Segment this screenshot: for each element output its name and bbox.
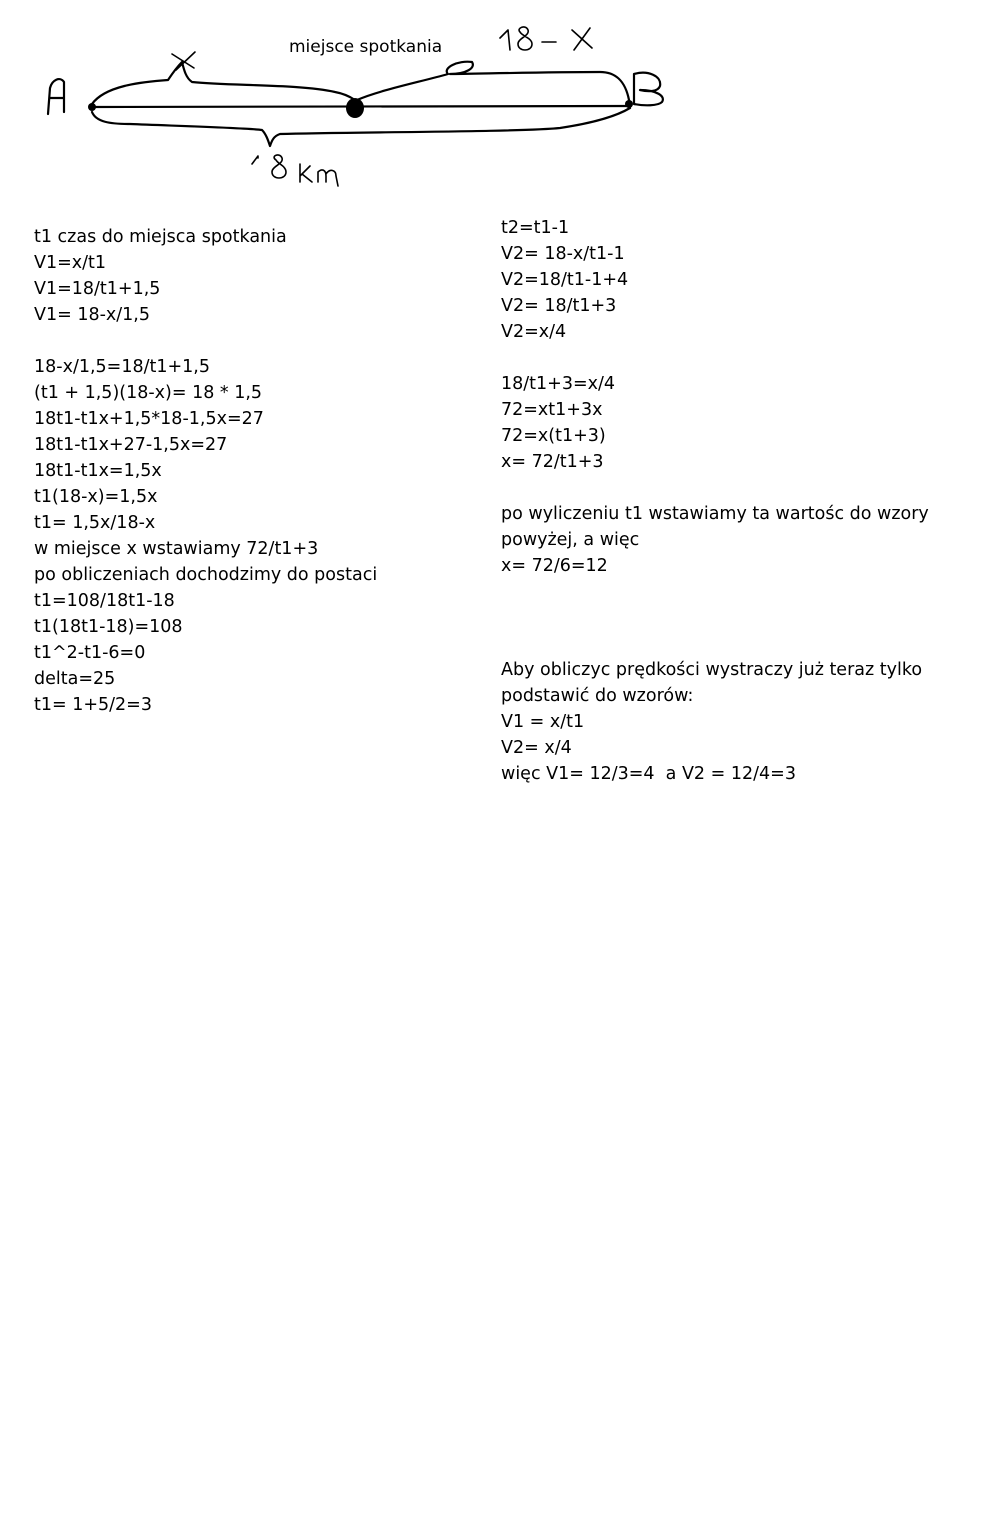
calculation-line [34, 328, 377, 354]
calculation-line: w miejsce x wstawiamy 72/t1+3 [34, 539, 319, 559]
calculation-line: 18t1-t1x=1,5x [34, 461, 162, 481]
calculation-line: 18/t1+3=x/4 [501, 374, 616, 394]
calculation-line: V2= 18-x/t1-1 [501, 244, 625, 264]
calculation-line: 18t1-t1x+27-1,5x=27 [34, 435, 228, 455]
distance-diagram [0, 0, 700, 200]
right-calculation-column [501, 215, 929, 787]
calculation-line: t1(18t1-18)=108 [34, 617, 183, 637]
left-calculation-column [34, 224, 377, 718]
calculation-line [501, 475, 929, 501]
distance-rest-label: 18 - x [498, 35, 547, 55]
calculation-line: x= 72/t1+3 [501, 452, 604, 472]
calculation-line: Aby obliczyc prędkości wystraczy już teraz tylko [501, 660, 923, 680]
point-a-label: A [44, 97, 56, 117]
calculation-line: 18-x/1,5=18/t1+1,5 [34, 357, 210, 377]
calculation-line: delta=25 [34, 669, 116, 689]
calculation-line: V1=x/t1 [34, 253, 107, 273]
distance-x-label: x [176, 53, 187, 73]
calculation-line: V2=x/4 [501, 322, 567, 342]
distance-total-label: 18 km [252, 167, 306, 187]
calculation-line: (t1 + 1,5)(18-x)= 18 * 1,5 [34, 383, 263, 403]
calculation-line: t1 czas do miejsca spotkania [34, 227, 287, 247]
calculation-line: powyżej, a więc [501, 530, 640, 550]
calculation-line: t1(18-x)=1,5x [34, 487, 158, 507]
brace-rest [357, 62, 629, 100]
calculation-line: t1^2-t1-6=0 [34, 643, 146, 663]
calculation-line: podstawić do wzorów: [501, 686, 694, 706]
calculation-line: V2= 18/t1+3 [501, 296, 617, 316]
calculation-line: t1= 1,5x/18-x [34, 513, 156, 533]
calculation-line: t2=t1-1 [501, 218, 570, 238]
calculation-line: V1= 18-x/1,5 [34, 305, 150, 325]
calculation-line [501, 631, 929, 657]
calculation-line: V2=18/t1-1+4 [501, 270, 629, 290]
calculation-line: 18t1-t1x+1,5*18-1,5x=27 [34, 409, 264, 429]
calculation-line: x= 72/6=12 [501, 556, 608, 576]
calculation-line: V1 = x/t1 [501, 712, 585, 732]
calculation-line [501, 345, 929, 371]
point-b-label: B [632, 89, 644, 109]
calculation-line: więc V1= 12/3=4 a V2 = 12/4=3 [501, 764, 796, 784]
calculation-line [501, 579, 929, 605]
calculation-line: po wyliczeniu t1 wstawiamy ta wartośc do wzory [501, 504, 929, 524]
meeting-point-label: miejsce spotkania [289, 37, 443, 57]
calculation-line: 72=x(t1+3) [501, 426, 606, 446]
calculation-line: po obliczeniach dochodzimy do postaci [34, 565, 378, 585]
calculation-line: V1=18/t1+1,5 [34, 279, 161, 299]
brace-x [92, 62, 355, 104]
calculation-line: V2= x/4 [501, 738, 572, 758]
calculation-line: t1= 1+5/2=3 [34, 695, 152, 715]
calculation-line: t1=108/18t1-18 [34, 591, 175, 611]
calculation-line: 72=xt1+3x [501, 400, 603, 420]
calculation-line [501, 605, 929, 631]
